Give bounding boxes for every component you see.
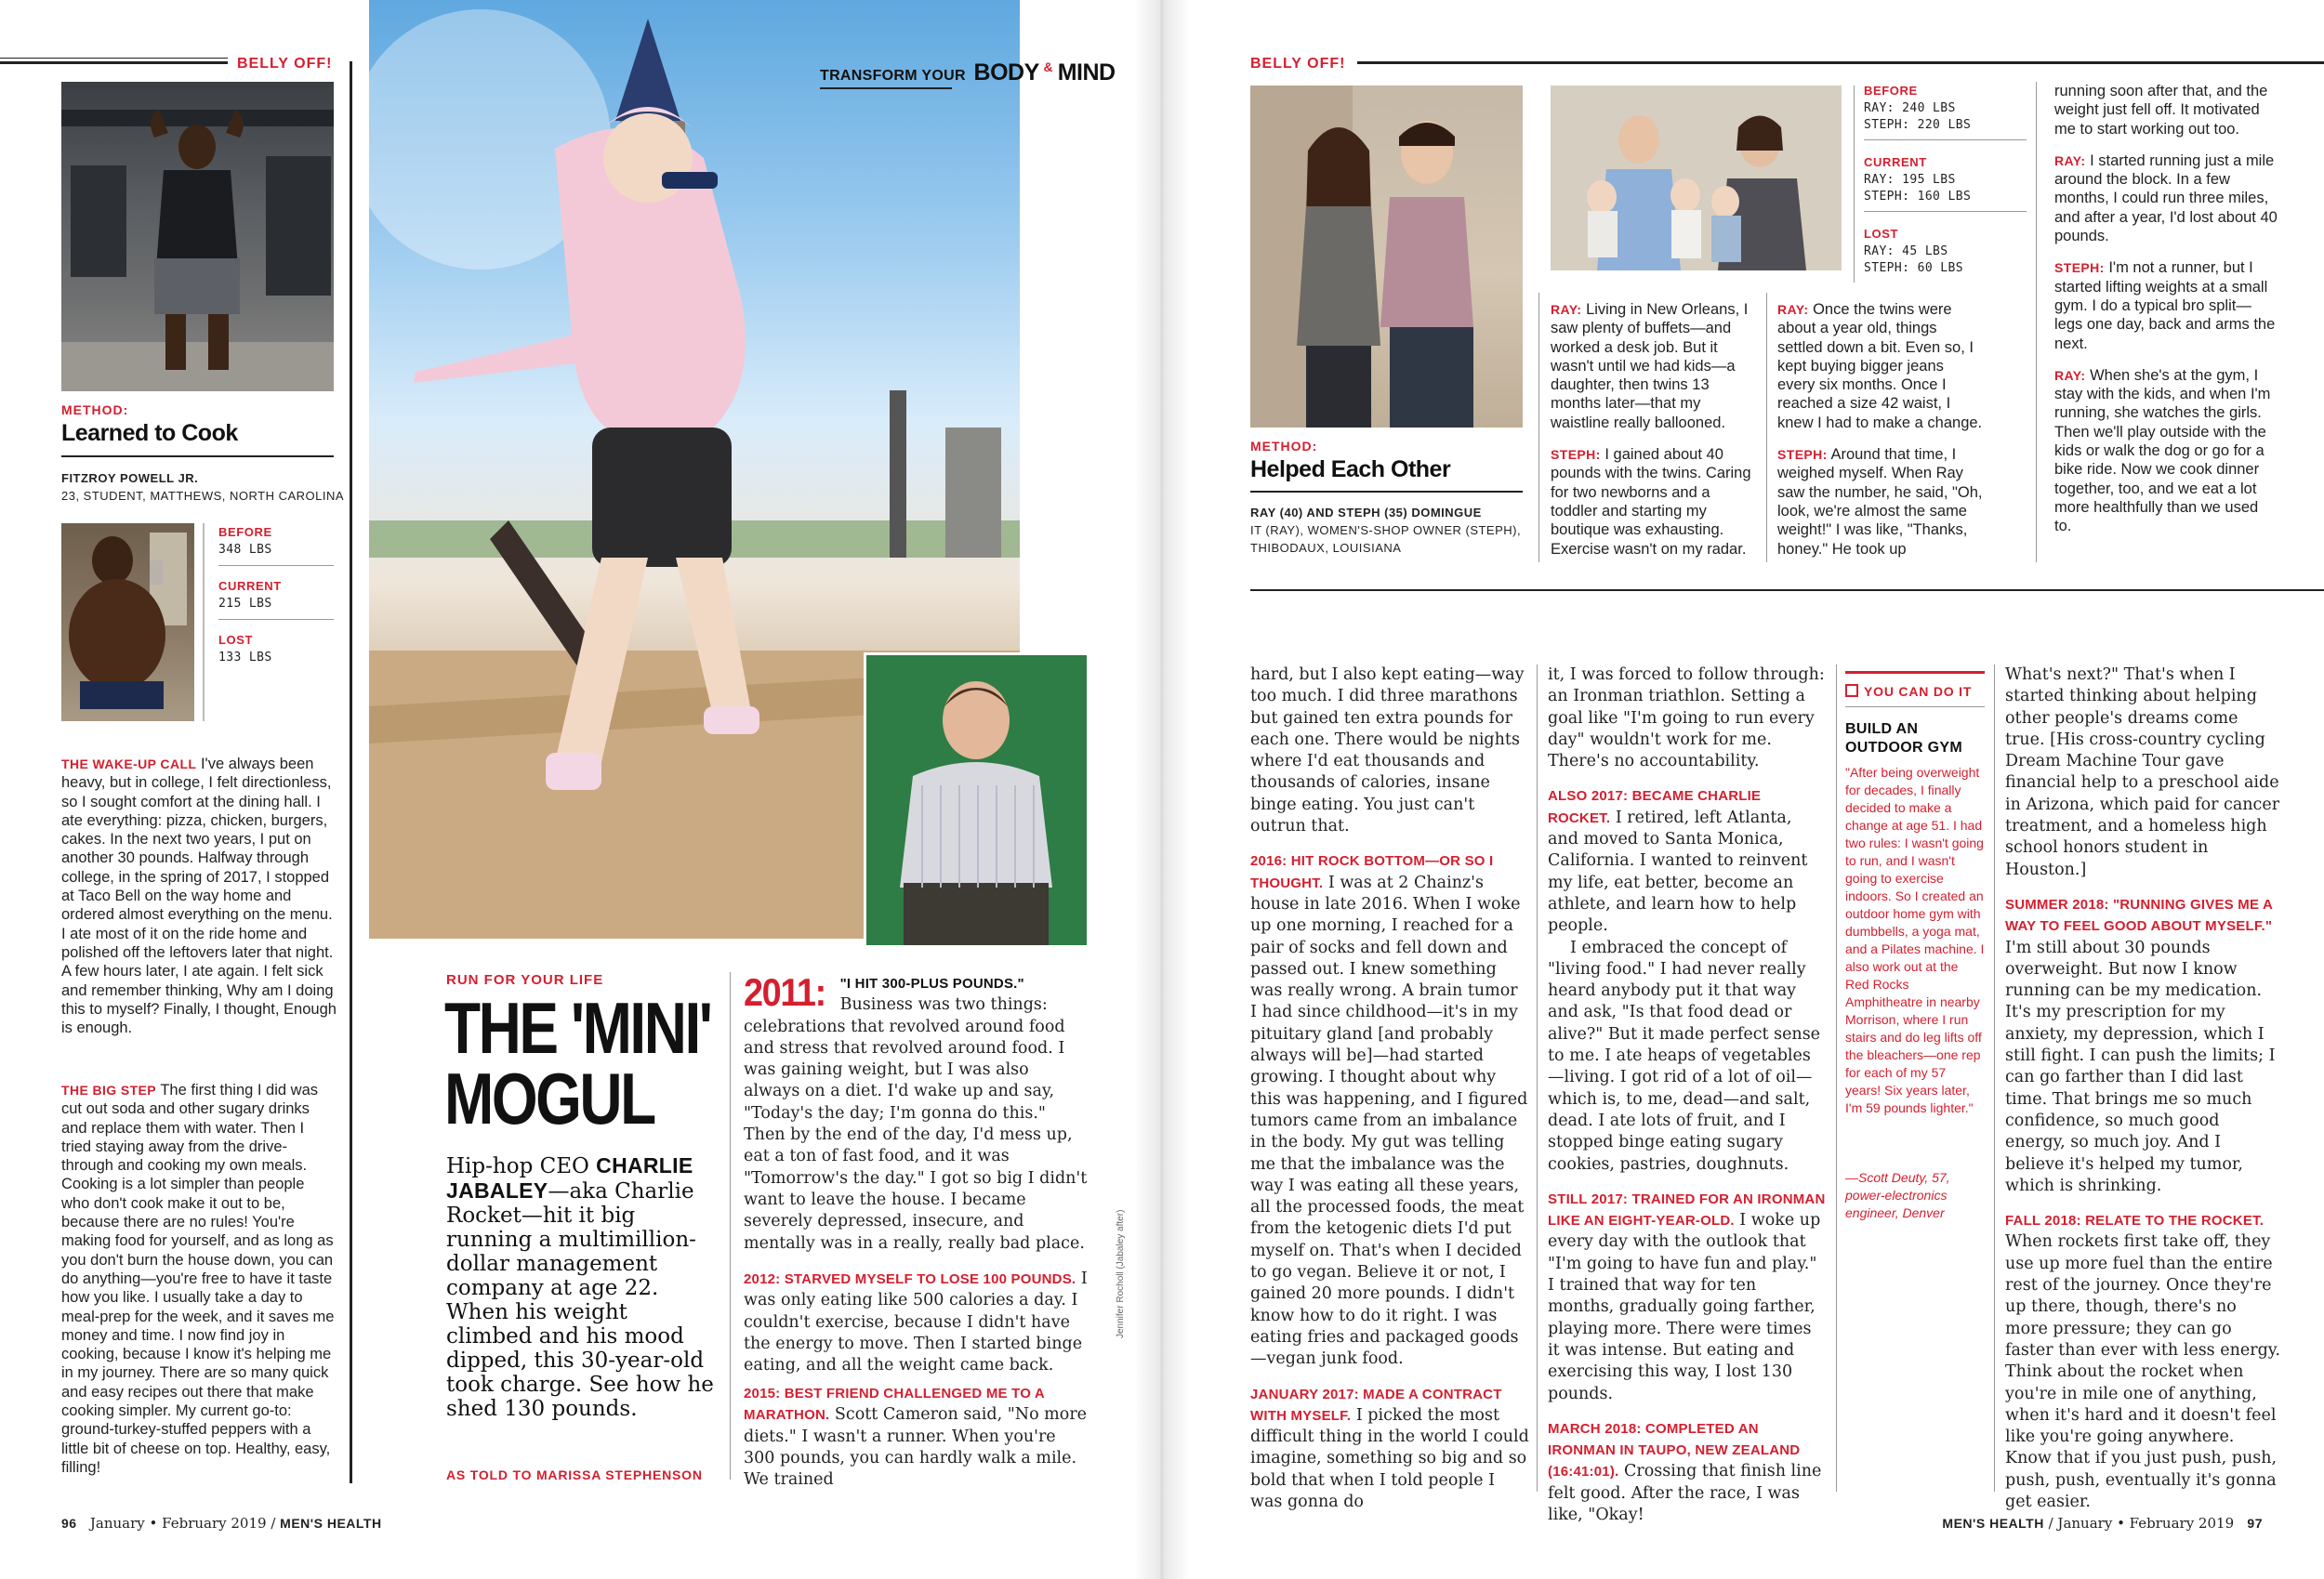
method-label: METHOD:: [1250, 439, 1318, 454]
charlie-before-photo: [864, 652, 1089, 948]
kicker: RUN FOR YOUR LIFE: [446, 972, 604, 988]
checkbox-icon: [1845, 684, 1858, 697]
method-label: METHOD:: [61, 402, 129, 417]
belly-off-label: BELLY OFF!: [1250, 56, 1346, 72]
stat-lost-ray: RAY: 45 LBS: [1864, 244, 1948, 258]
deck-name: CHARLIE JABALEY: [446, 1153, 693, 1203]
wakeup-text: I've always been heavy, but in college, I felt directionless, so I sought comfort at the dining hall. I ate everything: pizza, chicken, burgers, cakes. In the next two years, I put on another 30 pounds. Halfway through college, in the spring of 2017, I stopped at Taco Bell on the way home and ordered almost everything on the menu. I ate most of it on the ride home and polished off the leftovers later that night. A few hours later, I ate again. I felt sick and remember thinking, Why am I doing this to myself? Finally, I thought, Enough is enough.: [61, 756, 337, 1037]
method-name: Learned to Cook: [61, 420, 238, 446]
profile-info-1: IT (RAY), WOMEN'S-SHOP OWNER (STEPH),: [1250, 523, 1522, 537]
stat-current-label: CURRENT: [218, 579, 282, 593]
stat-current-ray: RAY: 195 LBS: [1864, 173, 1956, 187]
story-col1: hard, but I also kept eating—way too much. I did three marathons but gained ten extra pounds for each one. There would be nights where I'd eat thousands and thousands of calories, insane binge eating. You just can't outrun that. 2016: HIT ROCK BOTTOM—OR SO I THOUGHT. I was at 2 Chainz's house in late 2016. When I woke up one morning, I reached for a pair of socks and fell down and passed out. I knew something was really wrong. A brain tumor I had since childhood—it's in my pituitary gland [and probably always will be]—had started growing. I thought about why this was happening, and I figured tumors came from an imbalance in the body. My gut was telling me that the imbalance was the way I was eating all these years, all the processed foods, the meat from the ketogenic diets I'd put myself on. That's when I decided to go vegan. Believe it or not, I gained 20 more pounds. I didn't know how to do it right. I was eating fries and packaged goods—vegan junk food. JANUARY 2017: MADE A CONTRACT WITH MYSELF. I picked the most difficult thing in the world I could imagine, something so big and so bold that when I told people I was gonna do: [1250, 665, 1529, 1511]
bigstep-text: The first thing I did was cut out soda and other sugary drinks and replace them with water. Then I tried staying away from the drive-through and cooking my own meals. Cooking is a lot simpler than people who don't cook make it out to be, because there are no rules! You're making food for yourself, and as long as you don't burn the house down, you can do anything—you're free to have it taste how you like. I usually take a day to meal-prep for the week, and it saves me money and time. I now find joy in cooking, because I know it's helping me in my journey. There are so many quick and easy recipes out there that make cooking simpler. My current go-to: ground-turkey-stuffed peppers with a little bit of cheese on top. Healthy, easy, filling!: [61, 1082, 335, 1476]
couple-after-photo: [1250, 86, 1523, 428]
deck: [446, 1153, 716, 1421]
sub-2011: "I HIT 300-PLUS POUNDS.": [839, 976, 1024, 992]
folio-publication: MEN'S HEALTH: [280, 1516, 382, 1531]
transform-mind: MIND: [1057, 59, 1116, 86]
deck-part-1: Hip-hop CEO: [446, 1154, 589, 1178]
stat-before-value: 348 LBS: [218, 543, 272, 557]
bigstep-paragraph: [61, 1081, 337, 1477]
sidebar-attrib: —Scott Deuty, 57, power-electronics engineer, Denver: [1845, 1170, 1950, 1220]
left-folio: [61, 1515, 382, 1532]
fitzroy-after-photo: [61, 82, 334, 391]
method-name: Helped Each Other: [1250, 456, 1451, 482]
sidebar-title: BUILD AN OUTDOOR GYM: [1845, 721, 1962, 756]
stat-lost-label: LOST: [218, 633, 254, 647]
couple-col2: RAY: Once the twins were about a year old, things settled down a bit. Even so, I kept buying bigger jeans every six months. Once I reached a size 42 waist, I knew I had to make a change. STEPH: Around that time, I weighed myself. When Ray saw the number, he said, "Oh, look, we're almost the same weight!" I was like, "Thanks, honey." He took up: [1777, 301, 1983, 558]
sidebar-label: YOU CAN DO IT: [1845, 684, 1972, 699]
profile-info-2: THIBODAUX, LOUISIANA: [1250, 541, 1402, 555]
profile-name: RAY (40) AND STEPH (35) DOMINGUE: [1250, 506, 1482, 520]
belly-off-rule: [0, 61, 228, 64]
transform-prefix: TRANSFORM YOUR: [820, 68, 966, 84]
text-2015: Scott Cameron said, "No more diets." I wasn't a runner. When you're 300 pounds, you can hardly walk a mile. We trained: [744, 1405, 1088, 1490]
stat-current-steph: STEPH: 160 LBS: [1864, 190, 1972, 204]
fitzroy-before-photo: [61, 523, 194, 721]
photo-credit: Jennifer Rocholl (Jabaley after): [1116, 1209, 1126, 1338]
transform-body: BODY: [973, 59, 1039, 86]
transform-amp: &: [1043, 59, 1053, 74]
text-2012: I was only eating like 500 calories a day. I couldn't exercise, because I didn't have the energy to move. Then I started binge eating, and all the weight came back.: [744, 1270, 1088, 1375]
stat-lost-label: LOST: [1864, 227, 1899, 241]
bigstep-lead: THE BIG STEP: [61, 1083, 157, 1098]
folio-page-number: 96: [61, 1516, 77, 1531]
couple-col1: RAY: Living in New Orleans, I saw plenty of buffets—and worked a desk job. But it wasn't until we had kids—a daughter, then twins 13 months later—that my waistline really ballooned. STEPH: I gained about 40 pounds with the twins. Caring for two newborns and a toddler and starting my boutique was exhausting. Exercise wasn't on my radar.: [1551, 301, 1751, 558]
folio-date: January • February 2019 /: [89, 1515, 276, 1532]
headline: [444, 987, 711, 1139]
profile-info: 23, STUDENT, MATTHEWS, NORTH CAROLINA: [61, 489, 345, 503]
wakeup-lead: THE WAKE-UP CALL: [61, 757, 197, 771]
couple-col3: running soon after that, and the weight just fell off. It motivated me to start working out too. RAY: I started running just a mile around the block. In a few months, I could run three miles, and after a year, I'd lost about 40 pounds. STEPH: I'm not a runner, but I started lifting weights at a small gym. I do a typical bro split—legs one day, back and arms the next. RAY: When she's at the gym, I stay with the kids, and when I'm running, she watches the girls. Then we'll play outside with the kids or walk the dog or go for a bike ride. Now we cook dinner together, too, and we eat a lot more healthfully than we used to.: [2054, 83, 2278, 535]
stat-lost-value: 133 LBS: [218, 651, 272, 664]
wakeup-paragraph: [61, 755, 337, 1037]
year-2011: 2011:: [744, 970, 825, 1014]
stat-before-ray: RAY: 240 LBS: [1864, 101, 1956, 115]
headline-line-1: THE 'MINI': [444, 987, 711, 1069]
transform-tag: [820, 59, 1116, 86]
right-folio: [1942, 1515, 2263, 1532]
family-before-photo: [1551, 86, 1842, 270]
sidebar-quote: "After being overweight for decades, I finally decided to make a change at age 51. I had two rules: I wasn't going to run, and I wasn't going to exercise indoors. So I created an outdoor home gym with dumbbells, a yoga mat, and a Pilates machine. I also work out at the Red Rocks Amphitheatre in nearby Morrison, where I run stairs and do leg lifts off the bleachers—one rep for each of my 57 years! Six years later, I'm 59 pounds lighter.": [1845, 765, 1985, 1115]
folio-page-number: 97: [2247, 1516, 2263, 1531]
deck-part-2: —aka Charlie Rocket—hit it big running a multimillion-dollar management company at age 22. When his weight climbed and his mood dipped, this 30-year-old took charge. See how he shed 130 pounds.: [446, 1179, 714, 1421]
stat-before-steph: STEPH: 220 LBS: [1864, 118, 1972, 132]
story-2012: [744, 1269, 1088, 1376]
stat-before-label: BEFORE: [1864, 84, 1918, 98]
sub-2015: 2015: BEST FRIEND CHALLENGED ME TO A MARATHON.: [744, 1386, 1045, 1424]
headline-line-2: MOGUL: [444, 1058, 654, 1139]
folio-publication: MEN'S HEALTH: [1942, 1516, 2044, 1531]
story-2011: [744, 970, 1088, 1255]
profile-name: FITZROY POWELL JR.: [61, 471, 199, 485]
stat-current-value: 215 LBS: [218, 597, 272, 611]
profile-bottom-rule: [1250, 589, 2324, 591]
story-col2: it, I was forced to follow through: an Ironman triathlon. Setting a goal like "I'm going to run every day" wouldn't work for me. There's no accountability. ALSO 2017: BECAME CHARLIE ROCKET. I retired, left Atlanta, and moved to Santa Monica, California. I wanted to reinvent my life, eat better, become an athlete, and learn how to help people. I embraced the concept of "living food." I had never really heard anybody put it that way and ask, "Is that food dead or alive?" But it made perfect sense to me. I ate heaps of vegetables—living. I got rid of a lot of oil—which is, to me, dead—and salt, dead. I ate lots of fruit, and I stopped binge eating sugary cookies, pastries, doughnuts. STILL 2017: TRAINED FOR AN IRONMAN LIKE AN EIGHT-YEAR-OLD. I woke up every day with the outlook that "I'm going to have fun and play." I trained that way for ten months, gradually going farther, playing more. There were times it was intense. But eating and exercising this way, I lost 130 pounds. MARCH 2018: COMPLETED AN IRONMAN IN TAUPO, NEW ZEALAND (16:41:01). Crossing that finish line felt good. After the race, I was like, "Okay!: [1548, 665, 1826, 1524]
sub-2012: 2012: STARVED MYSELF TO LOSE 100 POUNDS.: [744, 1271, 1076, 1287]
byline: AS TOLD TO MARISSA STEPHENSON: [446, 1467, 703, 1482]
story-col3: What's next?" That's when I started thinking about helping other people's dreams come true. [His cross-country cycling Dream Machine Tour gave financial help to a preschool aide in Arizona, which paid for cancer treatment, and a homeless high school honors student in Houston.] SUMMER 2018: "RUNNING GIVES ME A WAY TO FEEL GOOD ABOUT MYSELF." I'm still about 30 pounds overweight. But now I know running can be my medication. It's my prescription for my anxiety, my depression, which I still fight. I can push the limits; I can go farther than I did last time. That brings me so much confidence, so much good energy, so much joy. And I believe it's helped my tumor, which is shrinking. FALL 2018: RELATE TO THE ROCKET. When rockets first take off, they use up more fuel than the entire rest of the journey. Once they're up there, though, there's no more pressure; they can go faster than ever with less energy. Think about the rocket when you're in mile one of anything, when it's hard and it doesn't feel like you're going anywhere. Know that if you just push, push, push, push, eventually it's gonna get easier.: [2005, 665, 2280, 1511]
story-2015: [744, 1383, 1088, 1491]
belly-off-rule: [1357, 61, 2324, 64]
column-vertical-rule: [350, 61, 352, 1483]
page-gutter: [1134, 0, 1190, 1579]
stat-before-label: BEFORE: [218, 525, 272, 539]
folio-date: / January • February 2019: [2048, 1515, 2235, 1532]
stat-current-label: CURRENT: [1864, 155, 1927, 169]
text-2011: Business was two things: celebrations that revolved around food and stress that revolved around food. I was gaining weight, but I was also always on a diet. I'd wake up and say, "Today's the day; I'm gonna do this." Then by the end of the day, I'd mess up, eat a ton of fast food, and it was "Tomorrow's the day." I got so big I didn't want to leave the house. I became severely depressed, insecure, and mentally was in a really, really bad place.: [744, 995, 1088, 1253]
belly-off-label: BELLY OFF!: [237, 56, 333, 72]
stat-lost-steph: STEPH: 60 LBS: [1864, 261, 1963, 275]
